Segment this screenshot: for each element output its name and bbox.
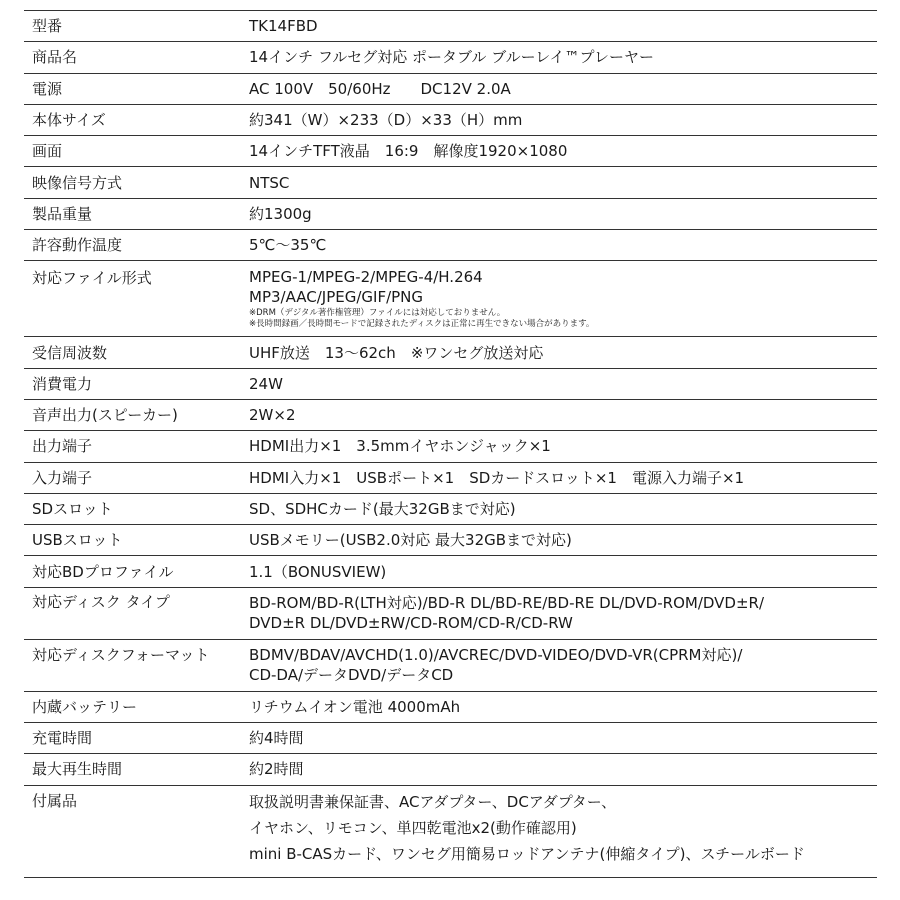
spec-value-line: MP3/AAC/JPEG/GIF/PNG <box>249 288 424 307</box>
spec-row-sd-slot <box>24 494 877 525</box>
spec-value: 14インチTFT液晶 16:9 解像度1920×1080 <box>249 142 568 161</box>
spec-label: 電源 <box>32 79 63 98</box>
spec-row-charge-time <box>24 723 877 754</box>
spec-row-disc-formats <box>24 640 877 692</box>
spec-label: 対応BDプロファイル <box>32 562 174 581</box>
spec-value: TK14FBD <box>249 17 318 36</box>
spec-value: HDMI入力×1 USBポート×1 SDカードスロット×1 電源入力端子×1 <box>249 468 745 487</box>
spec-value <box>249 261 877 330</box>
spec-row-disc-types <box>24 588 877 640</box>
spec-value: 24W <box>249 374 283 393</box>
spec-value-line: BD-ROM/BD-R(LTH対応)/BD-R DL/BD-RE/BD-RE DL/DVD-ROM/DVD±R/ <box>249 593 765 612</box>
spec-row-bd-profile <box>24 556 877 587</box>
spec-value: 5℃～35℃ <box>249 236 327 255</box>
spec-value: HDMI出力×1 3.5mmイヤホンジャック×1 <box>249 437 551 456</box>
spec-value-line: BDMV/BDAV/AVCHD(1.0)/AVCREC/DVD-VIDEO/DVD-VR(CPRM対応)/ <box>249 645 743 664</box>
spec-value: 2W×2 <box>249 406 296 425</box>
spec-value-line: イヤホン、リモコン、単四乾電池x2(動作確認用) <box>249 818 577 837</box>
spec-label: 最大再生時間 <box>32 760 123 779</box>
spec-label: 商品名 <box>32 48 78 67</box>
spec-label: 対応ディスクフォーマット <box>32 645 210 664</box>
spec-value <box>249 588 877 632</box>
spec-row-consumption <box>24 369 877 400</box>
spec-row-temperature <box>24 230 877 261</box>
spec-value: 約341（W）×233（D）×33（H）mm <box>249 111 523 130</box>
spec-label: 製品重量 <box>32 204 93 223</box>
spec-value: NTSC <box>249 173 290 192</box>
spec-value: AC 100V 50/60Hz DC12V 2.0A <box>249 79 511 98</box>
spec-label: 型番 <box>32 17 63 36</box>
spec-label: 音声出力(スピーカー) <box>32 406 178 425</box>
spec-label: 受信周波数 <box>32 343 108 362</box>
spec-label: 内蔵バッテリー <box>32 697 138 716</box>
spec-label: 許容動作温度 <box>32 236 123 255</box>
spec-value-line: CD-DA/データDVD/データCD <box>249 665 454 684</box>
spec-label: 対応ディスク タイプ <box>32 592 170 611</box>
spec-value: 14インチ フルセグ対応 ポータブル ブルーレイ™プレーヤー <box>249 48 654 67</box>
spec-row-video-signal <box>24 167 877 198</box>
spec-label: 消費電力 <box>32 374 93 393</box>
spec-label: SDスロット <box>32 500 113 518</box>
spec-row-accessories <box>24 786 877 878</box>
spec-row-battery <box>24 692 877 723</box>
spec-label: 映像信号方式 <box>32 173 123 192</box>
spec-row-file-formats <box>24 261 877 337</box>
spec-label: 対応ファイル形式 <box>32 269 152 288</box>
spec-value: 1.1（BONUSVIEW) <box>249 562 387 581</box>
spec-label: 画面 <box>32 142 63 161</box>
spec-row-input-terminal <box>24 463 877 494</box>
spec-value: USBメモリー(USB2.0対応 最大32GBまで対応) <box>249 531 572 550</box>
spec-row-product-name <box>24 42 877 73</box>
spec-label: 出力端子 <box>32 437 93 456</box>
spec-value <box>249 786 877 863</box>
spec-value: リチウムイオン電池 4000mAh <box>249 697 461 716</box>
spec-note: ※長時間録画／長時間モードで記録されたディスクは正常に再生できない場合があります。 <box>249 319 595 330</box>
spec-table <box>24 10 877 878</box>
spec-label: 本体サイズ <box>32 111 106 130</box>
spec-row-play-time <box>24 754 877 785</box>
spec-value-line: 取扱説明書兼保証書、ACアダプター、DCアダプター、 <box>249 792 617 811</box>
spec-label: 入力端子 <box>32 468 93 487</box>
spec-row-frequency <box>24 337 877 368</box>
spec-row-audio-output <box>24 400 877 431</box>
spec-row-usb-slot <box>24 525 877 556</box>
spec-row-output-terminal <box>24 431 877 462</box>
spec-label: 付属品 <box>32 791 78 810</box>
spec-value <box>249 640 877 684</box>
spec-value: SD、SDHCカード(最大32GBまで対応) <box>249 500 516 518</box>
spec-value: 約1300g <box>249 204 312 223</box>
spec-value-line: MPEG-1/MPEG-2/MPEG-4/H.264 <box>249 268 483 287</box>
spec-row-screen <box>24 136 877 167</box>
spec-value: 約4時間 <box>249 729 304 748</box>
spec-row-size <box>24 105 877 136</box>
spec-row-weight <box>24 199 877 230</box>
spec-value: 約2時間 <box>249 760 304 779</box>
spec-value: UHF放送 13～62ch ※ワンセグ放送対応 <box>249 343 544 362</box>
spec-label: 充電時間 <box>32 729 93 748</box>
spec-row-power <box>24 74 877 105</box>
spec-note: ※DRM（デジタル著作権管理）ファイルには対応しておりません。 <box>249 308 506 319</box>
spec-value-line: mini B-CASカード、ワンセグ用簡易ロッドアンテナ(伸縮タイプ)、スチールボード <box>249 844 805 863</box>
spec-row-model <box>24 11 877 42</box>
spec-label: USBスロット <box>32 531 123 550</box>
spec-value-line: DVD±R DL/DVD±RW/CD-ROM/CD-R/CD-RW <box>249 613 573 632</box>
